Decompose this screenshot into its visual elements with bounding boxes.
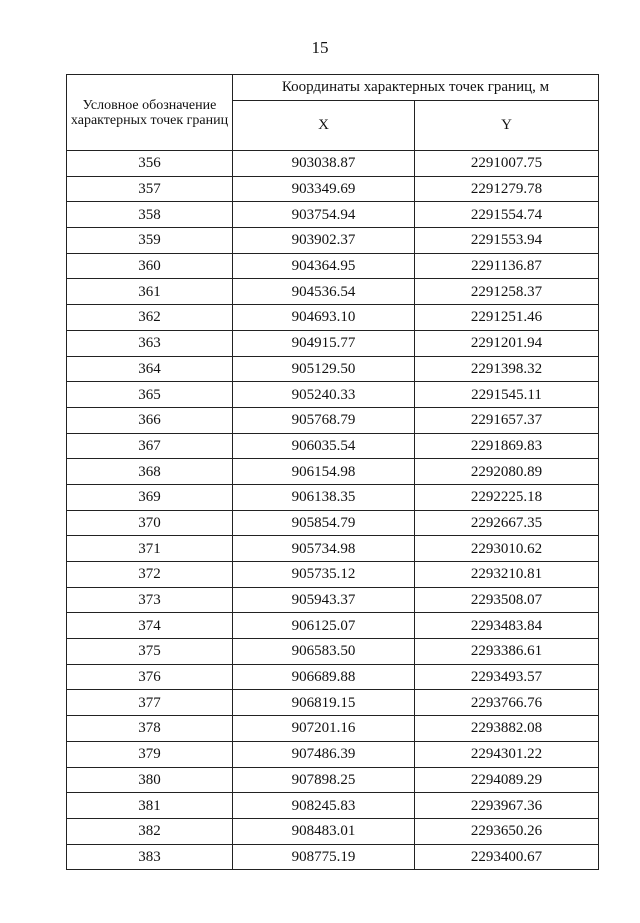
point-id-cell: 377 xyxy=(67,690,233,716)
point-id-cell: 378 xyxy=(67,716,233,742)
point-id-cell: 380 xyxy=(67,767,233,793)
x-coordinate-cell: 906035.54 xyxy=(233,433,415,459)
y-coordinate-cell: 2293400.67 xyxy=(415,844,599,870)
table-row xyxy=(67,484,599,510)
point-id-cell: 368 xyxy=(67,459,233,485)
point-id-cell: 362 xyxy=(67,305,233,331)
x-coordinate-cell: 904693.10 xyxy=(233,305,415,331)
x-coordinate-cell: 903038.87 xyxy=(233,151,415,177)
x-coordinate-cell: 907201.16 xyxy=(233,716,415,742)
point-id-cell: 363 xyxy=(67,330,233,356)
x-coordinate-cell: 907898.25 xyxy=(233,767,415,793)
point-id-cell: 360 xyxy=(67,253,233,279)
y-coordinate-cell: 2291136.87 xyxy=(415,253,599,279)
y-coordinate-cell: 2291553.94 xyxy=(415,228,599,254)
coordinates-table xyxy=(66,74,599,870)
table-row xyxy=(67,356,599,382)
table-row xyxy=(67,741,599,767)
x-coordinate-cell: 907486.39 xyxy=(233,741,415,767)
point-id-cell: 374 xyxy=(67,613,233,639)
y-coordinate-cell: 2291251.46 xyxy=(415,305,599,331)
point-id-cell: 372 xyxy=(67,562,233,588)
table-row xyxy=(67,536,599,562)
point-id-cell: 383 xyxy=(67,844,233,870)
point-id-cell: 375 xyxy=(67,639,233,665)
x-coordinate-cell: 903754.94 xyxy=(233,202,415,228)
y-column-header: Y xyxy=(415,101,599,151)
table-row xyxy=(67,407,599,433)
table-row xyxy=(67,151,599,177)
x-coordinate-cell: 905943.37 xyxy=(233,587,415,613)
table-row xyxy=(67,562,599,588)
y-coordinate-cell: 2291554.74 xyxy=(415,202,599,228)
y-coordinate-cell: 2293967.36 xyxy=(415,793,599,819)
table-row xyxy=(67,818,599,844)
table-row xyxy=(67,176,599,202)
y-coordinate-cell: 2293508.07 xyxy=(415,587,599,613)
page-number: 15 xyxy=(311,38,329,57)
table-row xyxy=(67,613,599,639)
point-id-cell: 376 xyxy=(67,664,233,690)
y-coordinate-cell: 2291657.37 xyxy=(415,407,599,433)
point-id-cell: 381 xyxy=(67,793,233,819)
y-coordinate-cell: 2293493.57 xyxy=(415,664,599,690)
y-coordinate-cell: 2291201.94 xyxy=(415,330,599,356)
point-id-cell: 370 xyxy=(67,510,233,536)
x-coordinate-cell: 908483.01 xyxy=(233,818,415,844)
table-row xyxy=(67,716,599,742)
x-coordinate-cell: 905768.79 xyxy=(233,407,415,433)
y-coordinate-cell: 2293650.26 xyxy=(415,818,599,844)
table-row xyxy=(67,228,599,254)
point-id-cell: 382 xyxy=(67,818,233,844)
point-id-cell: 361 xyxy=(67,279,233,305)
y-coordinate-cell: 2293882.08 xyxy=(415,716,599,742)
x-coordinate-cell: 906689.88 xyxy=(233,664,415,690)
y-coordinate-cell: 2294301.22 xyxy=(415,741,599,767)
x-coordinate-cell: 906819.15 xyxy=(233,690,415,716)
x-coordinate-cell: 903349.69 xyxy=(233,176,415,202)
table-row xyxy=(67,382,599,408)
table-body xyxy=(67,151,599,870)
y-coordinate-cell: 2291398.32 xyxy=(415,356,599,382)
y-coordinate-cell: 2291279.78 xyxy=(415,176,599,202)
y-coordinate-cell: 2294089.29 xyxy=(415,767,599,793)
point-id-cell: 371 xyxy=(67,536,233,562)
x-coordinate-cell: 904915.77 xyxy=(233,330,415,356)
y-coordinate-cell: 2293386.61 xyxy=(415,639,599,665)
point-id-cell: 379 xyxy=(67,741,233,767)
point-id-cell: 373 xyxy=(67,587,233,613)
y-coordinate-cell: 2293010.62 xyxy=(415,536,599,562)
y-coordinate-cell: 2291258.37 xyxy=(415,279,599,305)
point-id-cell: 356 xyxy=(67,151,233,177)
x-coordinate-cell: 905854.79 xyxy=(233,510,415,536)
y-coordinate-cell: 2291869.83 xyxy=(415,433,599,459)
x-coordinate-cell: 905735.12 xyxy=(233,562,415,588)
table-row xyxy=(67,639,599,665)
table-row xyxy=(67,305,599,331)
x-coordinate-cell: 906583.50 xyxy=(233,639,415,665)
table-row xyxy=(67,793,599,819)
y-coordinate-cell: 2292667.35 xyxy=(415,510,599,536)
table-row xyxy=(67,279,599,305)
table-row xyxy=(67,587,599,613)
x-coordinate-cell: 904536.54 xyxy=(233,279,415,305)
point-label-header: Условное обозначение характерных точек границ xyxy=(67,75,233,151)
x-coordinate-cell: 908775.19 xyxy=(233,844,415,870)
y-coordinate-cell: 2291545.11 xyxy=(415,382,599,408)
table-row xyxy=(67,459,599,485)
table-row xyxy=(67,664,599,690)
x-coordinate-cell: 905240.33 xyxy=(233,382,415,408)
x-coordinate-cell: 904364.95 xyxy=(233,253,415,279)
table-row xyxy=(67,330,599,356)
table-row xyxy=(67,202,599,228)
x-coordinate-cell: 906125.07 xyxy=(233,613,415,639)
point-id-cell: 367 xyxy=(67,433,233,459)
x-coordinate-cell: 906138.35 xyxy=(233,484,415,510)
point-id-cell: 357 xyxy=(67,176,233,202)
x-coordinate-cell: 903902.37 xyxy=(233,228,415,254)
point-id-cell: 364 xyxy=(67,356,233,382)
table-row xyxy=(67,767,599,793)
x-coordinate-cell: 905734.98 xyxy=(233,536,415,562)
y-coordinate-cell: 2292080.89 xyxy=(415,459,599,485)
table-row xyxy=(67,253,599,279)
y-coordinate-cell: 2293483.84 xyxy=(415,613,599,639)
point-id-cell: 358 xyxy=(67,202,233,228)
point-id-cell: 366 xyxy=(67,407,233,433)
table-row xyxy=(67,844,599,870)
table-row xyxy=(67,690,599,716)
y-coordinate-cell: 2292225.18 xyxy=(415,484,599,510)
point-id-cell: 359 xyxy=(67,228,233,254)
table-row xyxy=(67,510,599,536)
x-coordinate-cell: 905129.50 xyxy=(233,356,415,382)
y-coordinate-cell: 2291007.75 xyxy=(415,151,599,177)
x-column-header: X xyxy=(233,101,415,151)
x-coordinate-cell: 908245.83 xyxy=(233,793,415,819)
x-coordinate-cell: 906154.98 xyxy=(233,459,415,485)
table-header-row xyxy=(67,75,599,101)
y-coordinate-cell: 2293210.81 xyxy=(415,562,599,588)
coords-group-header: Координаты характерных точек границ, м xyxy=(233,75,599,101)
point-id-cell: 365 xyxy=(67,382,233,408)
table-row xyxy=(67,433,599,459)
point-id-cell: 369 xyxy=(67,484,233,510)
y-coordinate-cell: 2293766.76 xyxy=(415,690,599,716)
